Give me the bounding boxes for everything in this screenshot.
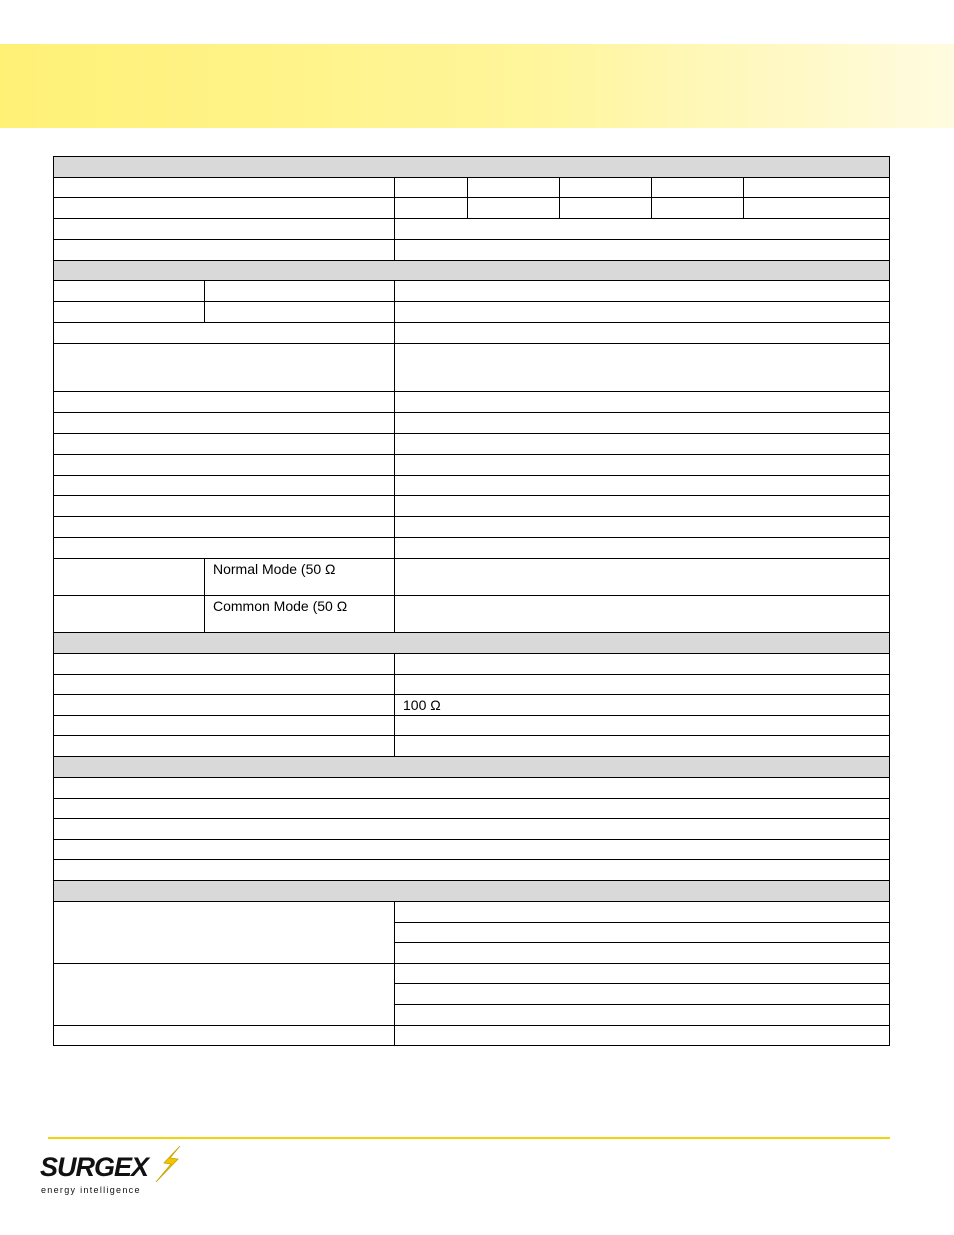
section-header [54,633,890,654]
table-row [54,736,890,757]
table-row [54,1026,890,1046]
section-header [54,757,890,778]
table-row [54,538,890,559]
logo-tagline: energy intelligence [41,1185,141,1195]
common-mode-label: Common Mode (50 Ω [213,598,348,614]
table-row [54,559,890,596]
table-row [54,344,890,392]
table-row [54,860,890,881]
table-row [54,434,890,455]
normal-mode-label: Normal Mode (50 Ω [213,561,336,577]
table-row [54,496,890,517]
table-row [54,517,890,538]
table-row [54,675,890,695]
table-row [54,281,890,302]
table-row [54,240,890,261]
table-row [54,799,890,819]
table-row [54,902,890,923]
section-header [54,881,890,902]
table-row [54,596,890,633]
section-header [54,157,890,178]
table-row [54,455,890,476]
section-header [54,261,890,281]
logo-wordmark: SURGEX [40,1152,149,1182]
table-row [54,323,890,344]
table-row [54,778,890,799]
table-row [54,178,890,198]
table-row [54,302,890,323]
footer-rule [48,1137,890,1139]
table-row [54,219,890,240]
lightning-bolt-icon [150,1146,184,1182]
table-row [54,695,890,716]
spec-table [53,156,890,1046]
table-row [54,964,890,984]
header-banner [0,44,954,128]
table-row [54,654,890,675]
surgex-logo [38,1146,188,1200]
table-row [54,476,890,496]
table-row [54,413,890,434]
table-row [54,819,890,840]
table-row [54,840,890,860]
table-row [54,198,890,219]
impedance-value: 100 Ω [403,697,441,713]
table-row [54,716,890,736]
table-row [54,392,890,413]
